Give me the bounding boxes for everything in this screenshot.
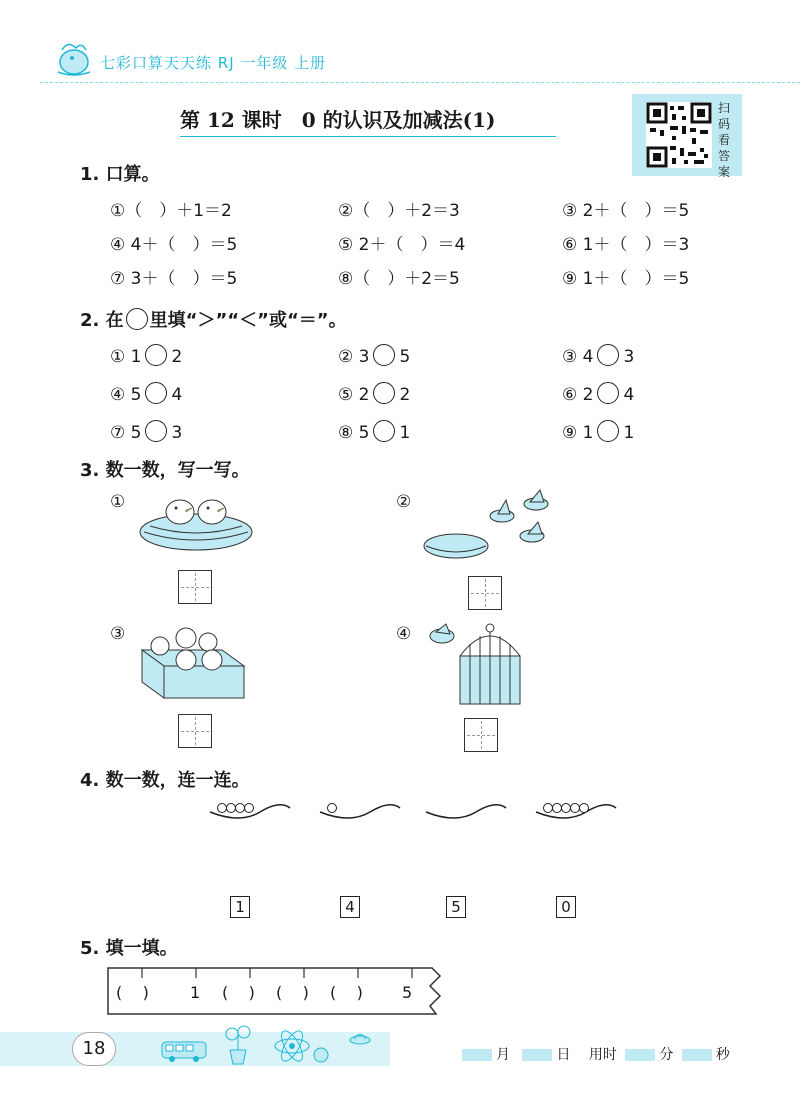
- right-number: 4: [171, 385, 183, 405]
- page-title: 第 12 课时 0 的认识及加减法(1): [180, 108, 496, 132]
- bead: [218, 804, 227, 813]
- compare-circle[interactable]: [373, 344, 395, 366]
- picture-label: ①: [110, 492, 126, 512]
- second-blank[interactable]: [682, 1049, 712, 1061]
- ruler-value: 5: [402, 983, 413, 1002]
- item-number: ⑤: [338, 385, 354, 405]
- item-number: ④: [110, 385, 126, 405]
- item-number: ①: [110, 347, 126, 367]
- section-1-heading: 1. 口算。: [80, 164, 160, 185]
- compare-item: [110, 344, 182, 367]
- calc-item: ①（ ）＋1＝2: [110, 201, 232, 221]
- empty-nest-birds-image: [420, 486, 560, 568]
- item-number: ⑥: [562, 385, 578, 405]
- calc-item: ⑨ 1＋（ ）＝5: [562, 269, 690, 289]
- item-number: ⑨: [562, 423, 578, 443]
- page-number: 18: [72, 1032, 116, 1066]
- number-card[interactable]: 1: [230, 896, 250, 918]
- answer-box[interactable]: [178, 714, 212, 748]
- left-number: 4: [582, 347, 594, 367]
- right-number: 4: [623, 385, 635, 405]
- month-blank[interactable]: [462, 1049, 492, 1061]
- item-number: ③: [562, 347, 578, 367]
- circle-icon: [126, 308, 148, 330]
- item-number: ⑦: [110, 423, 126, 443]
- ruler-blank[interactable]: ( ): [116, 983, 149, 1002]
- time-used-label: 用时: [588, 1047, 617, 1063]
- answer-box[interactable]: [468, 576, 502, 610]
- compare-item: [110, 382, 182, 405]
- item-number: ②: [338, 347, 354, 367]
- left-number: 2: [358, 385, 370, 405]
- compare-circle[interactable]: [373, 420, 395, 442]
- day-label: 日: [556, 1047, 571, 1063]
- nest-with-birds-image: [136, 488, 258, 558]
- calc-item: ⑦ 3＋（ ）＝5: [110, 269, 238, 289]
- number-card[interactable]: 0: [556, 896, 576, 918]
- bead: [562, 804, 571, 813]
- qr-label: 扫码看答案: [718, 101, 731, 179]
- qr-code-icon[interactable]: [646, 102, 712, 168]
- compare-circle[interactable]: [145, 382, 167, 404]
- picture-label: ③: [110, 624, 126, 644]
- answer-box[interactable]: [178, 570, 212, 604]
- picture-label: ④: [396, 624, 412, 644]
- compare-circle[interactable]: [597, 344, 619, 366]
- section-3-heading: 3. 数一数，写一写。: [80, 460, 250, 481]
- day-blank[interactable]: [522, 1049, 552, 1061]
- left-number: 1: [130, 347, 142, 367]
- atom-icon: [272, 1026, 312, 1066]
- calc-item: ⑤ 2＋（ ）＝4: [338, 235, 466, 255]
- bead: [227, 804, 236, 813]
- left-number: 3: [358, 347, 370, 367]
- date-fields: [462, 1044, 730, 1064]
- ruler-value: 1: [190, 983, 201, 1002]
- ruler-blank[interactable]: ( ): [222, 983, 255, 1002]
- apple-basket-image: [138, 622, 248, 702]
- right-number: 1: [623, 423, 635, 443]
- compare-circle[interactable]: [597, 420, 619, 442]
- minute-label: 分: [659, 1047, 674, 1063]
- potted-plant-icon: [218, 1022, 258, 1066]
- month-label: 月: [496, 1047, 510, 1063]
- right-number: 3: [171, 423, 183, 443]
- answer-box[interactable]: [464, 718, 498, 752]
- title-underline: [180, 136, 556, 137]
- left-number: 5: [130, 385, 142, 405]
- header-divider: [40, 82, 800, 83]
- compare-item: [562, 382, 634, 405]
- section-4-heading: 4. 数一数，连一连。: [80, 770, 250, 791]
- ball-icon: [312, 1046, 330, 1064]
- right-number: 5: [399, 347, 411, 367]
- compare-circle[interactable]: [145, 344, 167, 366]
- ruler-blank[interactable]: ( ): [276, 983, 309, 1002]
- mascot-icon: [52, 38, 96, 78]
- compare-item: [110, 420, 182, 443]
- section-5-heading: 5. 填一填。: [80, 938, 178, 959]
- section-2-heading: [80, 306, 347, 332]
- picture-label: ②: [396, 492, 412, 512]
- right-number: 1: [399, 423, 411, 443]
- bead: [236, 804, 245, 813]
- bead: [544, 804, 553, 813]
- right-number: 3: [623, 347, 635, 367]
- left-number: 5: [358, 423, 370, 443]
- series-header: 七彩口算天天练 RJ 一年级 上册: [100, 54, 327, 72]
- right-number: 2: [399, 385, 411, 405]
- bead: [571, 804, 580, 813]
- bus-icon: [160, 1036, 208, 1064]
- ruler-blank[interactable]: ( ): [330, 983, 363, 1002]
- left-number: 5: [130, 423, 142, 443]
- item-number: ⑧: [338, 423, 354, 443]
- heading-suffix: 里填“＞”“＜”或“＝”。: [149, 310, 347, 331]
- number-card[interactable]: 4: [340, 896, 360, 918]
- calc-item: ③ 2＋（ ）＝5: [562, 201, 690, 221]
- bead: [580, 804, 589, 813]
- bird-cage-image: [420, 620, 530, 710]
- calc-item: ⑥ 1＋（ ）＝3: [562, 235, 690, 255]
- number-card[interactable]: 5: [446, 896, 466, 918]
- compare-item: [338, 420, 410, 443]
- ufo-icon: [348, 1030, 372, 1046]
- compare-item: [338, 382, 410, 405]
- compare-circle[interactable]: [373, 382, 395, 404]
- left-number: 2: [582, 385, 594, 405]
- bead-string[interactable]: [426, 805, 506, 818]
- calc-item: ②（ ）＋2＝3: [338, 201, 460, 221]
- bead: [245, 804, 254, 813]
- compare-circle[interactable]: [597, 382, 619, 404]
- calc-item: ⑧（ ）＋2＝5: [338, 269, 460, 289]
- left-number: 1: [582, 423, 594, 443]
- bead: [328, 804, 337, 813]
- compare-item: [562, 344, 634, 367]
- right-number: 2: [171, 347, 183, 367]
- compare-circle[interactable]: [145, 420, 167, 442]
- heading-prefix: 2. 在: [80, 310, 124, 331]
- minute-blank[interactable]: [625, 1049, 655, 1061]
- bead-strings: [200, 796, 620, 836]
- second-label: 秒: [715, 1047, 730, 1063]
- compare-item: [562, 420, 634, 443]
- compare-item: [338, 344, 410, 367]
- calc-item: ④ 4＋（ ）＝5: [110, 235, 238, 255]
- bead: [553, 804, 562, 813]
